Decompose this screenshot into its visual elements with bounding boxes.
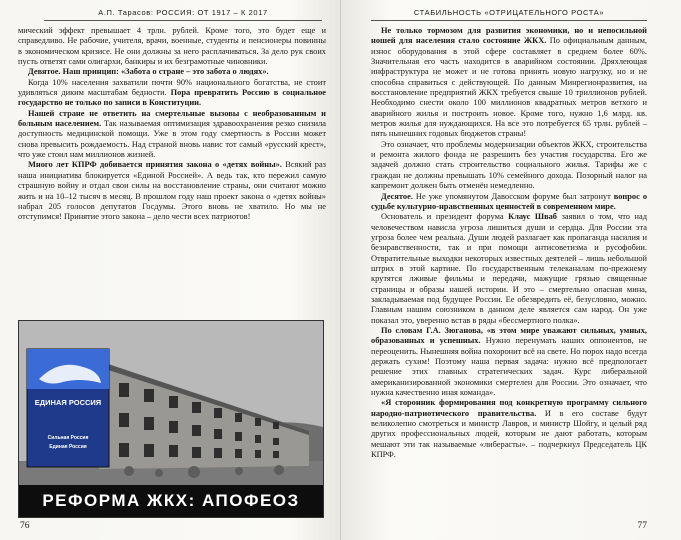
left-page (0, 0, 340, 540)
right-page (341, 0, 681, 540)
right-paragraph-4: Основатель и президент форума Клаус Шваб заявил о том, что над человечеством нависла угроза лишиться души и сердца. Для России эта угроза более чем реальна. Души людей разлагает как пропаганда насилия и безнравственности, так и при помощи антисоветизма и русофобии. Отвратительные выходки некоторых известных деятелей – лишь небольшой штрих в этой картине. По государственным телеканалам по-прежнему крутятся лживые фильмы и передачи, мажущие грязью священные страницы и образы нашей истории. И это – смертельно опасная мина, закладываемая под будущее России. Ее обезвредить её, безусловно, можно. Главным нашим союзником в данном деле является сам народ. Он уже показал это, уверенно встав в ряды «бессмертного полка». (371, 212, 647, 325)
left-body-text (18, 26, 326, 316)
billboard-line-2: Единая Россия (49, 444, 87, 450)
right-running-head: СТАБИЛЬНОСТЬ «ОТРИЦАТЕЛЬНОГО РОСТА» (371, 8, 647, 21)
right-paragraph-1: Не только тормозом для развития экономики, но и непосильной ношей для населения стало состояние ЖКХ. По официальным данным, износ оборудования в этой сфере составляет в среднем более 60%. Значительная его часть находится в аварийном состоянии. Дряхлеющая инфраструктура не может и не готова принять новую нагрузку, но и не способна справиться с действующей. По данным Минрегионразвития, на восстановление предприятий ЖКХ требуется свыше 10 триллионов рублей. Необходимо снести около 100 миллионов квадратных метров ветхого и аварийного жилья и построить новое. Кроме того, нужно 1,6 млрд. кв. метров жилья для нуждающихся. На все это потребуется 65 трлн. рублей – пять нынешних годовых бюджетов страны! (371, 26, 647, 139)
right-paragraph-2: Это означает, что проблемы модернизации объектов ЖКХ, строительства и ремонта жилого фонда не разрешить без участия государства. Его же задачей должно стать строительство социального жилья. Тарифы же с граждан не должны превышать 10% семейного дохода. Позорный налог на капремонт должен быть отменён немедленно. (371, 139, 647, 191)
right-paragraph-6: «Я сторонник формирования под конкретную программу сильного народно-патриотического правительства. И в его составе будут великолепно смотреться и министр Лавров, и министр Шойгу, и целый ряд других профессиональных людей, которым не дают работать, которым мешают эти так называемые «либерасты». – подчеркнул Председатель ЦК КПРФ. (371, 398, 647, 460)
right-paragraph-5: По словам Г.А. Зюганова, «в этом мире уважают сильных, умных, образованных и успешных. Нужно перенумать наших оппонентов, не переоценить. Нынешняя война похоронит всё на свете. Но порох надо всегда держать сухим! Поэтому наша первая задача: нужно всё предпологает решение этих главных стратегических задач. Курс либеральной американизированной экономики смертелен для России. Это означает, что нужна качественно иная команда». (371, 325, 647, 398)
billboard-line-1: Сильная Россия (47, 435, 89, 441)
right-body-text (371, 26, 647, 514)
left-paragraph-2: Девятое. Наш принцип: «Забота о стране – это забота о людях». (28, 67, 269, 77)
left-paragraph-3: Когда 10% населения захватили почти 90% национального богатства, не стоит удивляться диким масштабам бедности. Пора превратить Россию в социальное государство не только по записи в Конституции. (18, 77, 326, 108)
left-page-number: 76 (20, 521, 30, 531)
left-paragraph-5: Много лет КПРФ добивается принятия закона о «детях войны». Всякий раз наша инициатива блокируется «Единой Россией». А ведь так, кто пережил самую страшную войну и отдал свои силы на восстановление страны, они считают можно жить и на 10–12 тысяч в месяц. В прошлом году наш проект закона о «детях войны» набрал 205 голосов депутатов Госдумы. Этого вновь не хватило. Но мы не отступимся! Принятие этого закона – дело чести всех патриотов! (18, 160, 326, 222)
illustration-photo (18, 320, 324, 518)
left-paragraph-4: Нашей стране не ответить на смертельные вызовы с необразованным и больным населением. Так называемая оптимизация здравоохранения резко снизила доступность медицинской помощи. Уже в этом году смертность в России может снова превысить рождаемость. Над страной вновь навис тот самый «русский крест», что уже стоил нам миллионов жизней. (18, 108, 326, 160)
right-paragraph-3: Десятое. Не уже упомянутом Давосском форуме был затронут вопрос о судьбе культурно-нравственных ценностей в современном мире. (371, 191, 647, 211)
right-page-number: 77 (637, 521, 647, 531)
photo-scene (19, 321, 323, 485)
left-paragraph-1: мический эффект превышает 4 трлн. рублей. Кроме того, это будет еще и справедливо. Не рабочие, учителя, врачи, военные, студенты и пенсионеры повинны в экономическом кризисе. Не они должны за него расплачиваться. За дело рук своих пусть ответят сами олигархи, банкиры и их безграмотные чиновники. (18, 26, 326, 67)
left-running-head: А.П. Тарасов: РОССИЯ: ОТ 1917 – К 2017 (44, 8, 322, 21)
photo-caption: РЕФОРМА ЖКХ: АПОФЕОЗ (19, 485, 323, 517)
billboard-logo-text: ЕДИНАЯ РОССИЯ (34, 398, 102, 407)
